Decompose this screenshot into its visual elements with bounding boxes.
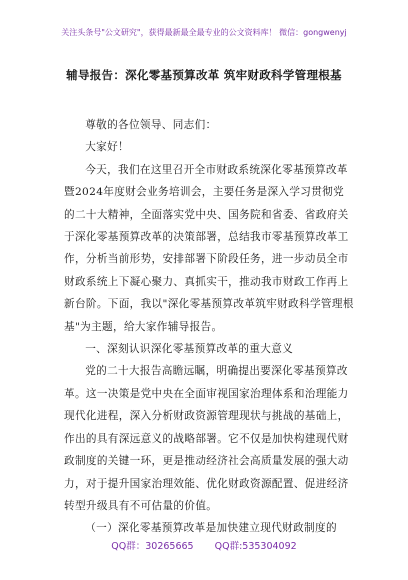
salutation: 尊敬的各位领导、同志们：	[85, 119, 217, 131]
footer-qq-group-1: QQ群：30265665	[111, 541, 194, 552]
document-title: 辅导报告：深化零基预算改革 筑牢财政科学管理根基	[66, 68, 342, 82]
paragraph-intro: 今天，我们在这里召开全市财政系统深化零基预算改革暨2024年度财会业务培训会，主要任务是深入学习贯彻党的二十大精神，全面落实党中央、国务院和省委、省政府关于深化零基预算改革的决策部署，总结我市零基预算改革工作，分析当前形势，安排部署下阶段任务，进一步动员全市财政系统上下凝心聚力、真抓实干，推动我市财政工作再上新台阶。下面，我以"深化零基预算改革筑牢财政科学管理根基"为主题，给大家作辅导报告。	[64, 163, 354, 333]
subsection-heading-1: （一）深化零基预算改革是加快建立现代财政制度的	[85, 522, 337, 535]
section-heading-1: 一、深刻认识深化零基预算改革的重大意义	[85, 343, 294, 356]
header-promo-note: 关注头条号"公文研究"，获得最新最全最专业的公文资料库！ 微信：gongwenyj	[61, 28, 347, 37]
footer-qq-group-2: QQ群:535304092	[214, 541, 297, 552]
greeting: 大家好！	[85, 141, 129, 154]
paragraph-significance: 党的二十大报告高瞻远瞩，明确提出要深化零基预算改革。这一决策是党中央在全面审视国家治理体系和治理能力现代化进程，深入分析财政资源管理现状与挑战的基础上，作出的具有深远意义的战略部署。它不仅是加快构建现代财政制度的关键一环，更是推动经济社会高质量发展的强大动力，对于提升国家治理效能、优化财政资源配置、促进经济转型升级具有不可估量的价值。	[64, 365, 349, 512]
footer-qq-groups	[0, 538, 408, 552]
document-body	[64, 114, 354, 540]
